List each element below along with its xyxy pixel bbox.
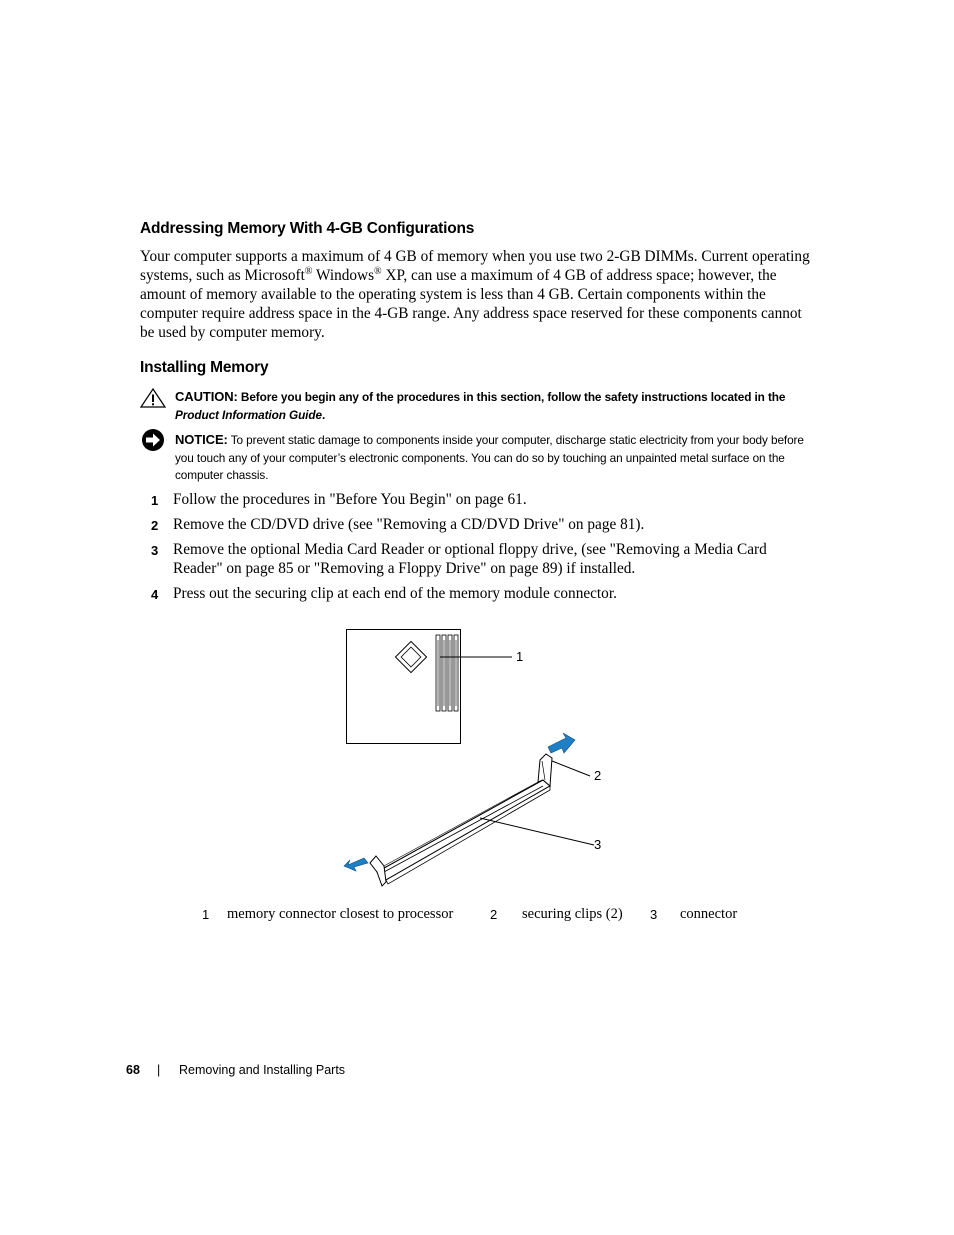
connector-slot xyxy=(377,780,550,884)
step-number: 4 xyxy=(151,587,159,602)
footer-separator: | xyxy=(157,1063,161,1077)
notice-label: NOTICE: xyxy=(175,432,228,447)
outward-arrow-right xyxy=(548,733,575,753)
step-text: Press out the securing clip at each end of the memory module connector. xyxy=(173,585,617,602)
page-number: 68 xyxy=(126,1063,140,1077)
section-heading-installing-memory: Installing Memory xyxy=(140,359,269,376)
callout-2-leader xyxy=(552,761,590,776)
step-number: 3 xyxy=(151,543,159,558)
legend-text: memory connector closest to processor xyxy=(227,906,454,922)
paragraph-text-3: XP, can use a maximum of 4 GB of address space; however, the amount of memory available to the operating system is less than 4 GB. Certain components within the computer require address space in the 4-GB range. Any address space reserved for these components cannot be used by computer memory. xyxy=(140,267,802,341)
caution-icon xyxy=(140,388,166,413)
footer-chapter-title: Removing and Installing Parts xyxy=(179,1063,346,1077)
caution-end: . xyxy=(321,407,326,422)
caution-label: CAUTION: xyxy=(175,389,238,404)
memory-connector-illustration xyxy=(330,620,630,900)
legend-number: 3 xyxy=(650,907,658,922)
step-number: 1 xyxy=(151,493,159,508)
legend-text: securing clips (2) xyxy=(522,906,623,922)
outward-arrow-left xyxy=(344,858,368,871)
notice-text: To prevent static damage to components inside your computer, discharge static electricity from your body before you touch any of your computer’s electronic components. You can do so by touching an unpainted metal surface on the computer chassis. xyxy=(175,433,804,482)
registered-mark: ® xyxy=(374,265,382,277)
right-securing-clip xyxy=(538,754,552,786)
legend-number: 2 xyxy=(490,907,498,922)
callout-1: 1 xyxy=(516,649,524,664)
caution-text: Before you begin any of the procedures in this section, follow the safety instructions located in the xyxy=(237,390,786,404)
paragraph-text-1: Your computer supports a maximum of 4 GB of memory when you use two 2-GB DIMMs. Current operating systems, such as Microsoft xyxy=(140,248,810,284)
callout-2: 2 xyxy=(594,768,602,783)
legend-text: connector xyxy=(680,906,738,922)
step-text: Remove the optional Media Card Reader or optional floppy drive, (see "Removing a Media Card Reader" on page 85 or "Removing a Floppy Drive" on page 89) if installed. xyxy=(173,541,767,577)
notice-icon xyxy=(141,428,165,457)
section-heading-addressing-memory: Addressing Memory With 4-GB Configurations xyxy=(140,220,475,237)
notice-note xyxy=(175,431,805,485)
caution-note xyxy=(175,388,815,424)
addressing-memory-paragraph xyxy=(140,247,820,342)
callout-3-leader xyxy=(480,818,594,845)
registered-mark: ® xyxy=(304,265,313,277)
paragraph-text-2: Windows xyxy=(312,267,375,284)
step-text: Follow the procedures in "Before You Begin" on page 61. xyxy=(173,491,527,508)
legend-number: 1 xyxy=(202,907,210,922)
left-securing-clip xyxy=(370,856,386,886)
step-text: Remove the CD/DVD drive (see "Removing a CD/DVD Drive" on page 81). xyxy=(173,516,645,533)
step-number: 2 xyxy=(151,518,159,533)
callout-3: 3 xyxy=(594,837,602,852)
product-information-guide: Product Information Guide xyxy=(175,407,322,422)
